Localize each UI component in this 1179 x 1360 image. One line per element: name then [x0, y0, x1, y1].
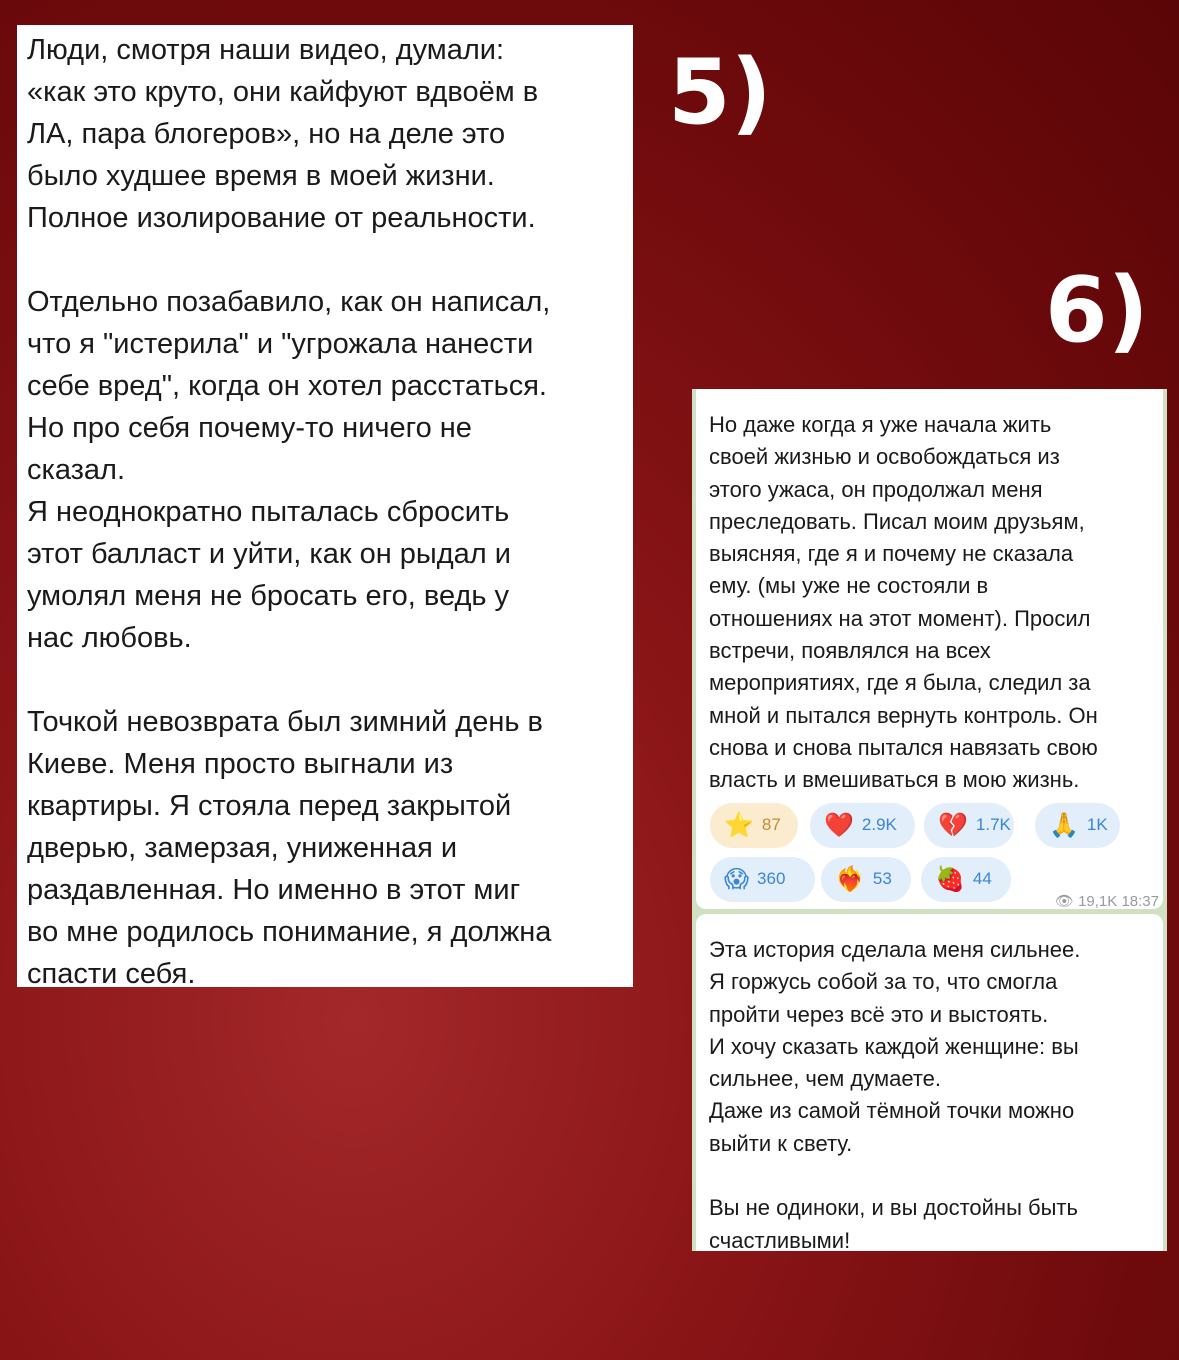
- text-line: пройти через всё это и выстоять.: [709, 1001, 1049, 1027]
- text-line: квартиры. Я стояла перед закрытой: [27, 790, 512, 822]
- text-line: мной и пытался вернуть контроль. Он: [709, 702, 1098, 728]
- text-line: отношениях на этот момент). Просил: [709, 605, 1091, 631]
- message-bubble: [696, 389, 1163, 909]
- text-line: [709, 1160, 1151, 1192]
- text-line: себе вред", когда он хотел расстаться.: [27, 370, 547, 402]
- text-line: Эта история сделала меня сильнее.: [709, 937, 1081, 962]
- text-line: Даже из самой тёмной точки можно: [709, 1098, 1075, 1124]
- reaction-emoji-icon: 💔: [938, 811, 968, 840]
- text-line: счастливыми!: [709, 1227, 851, 1253]
- text-line: Я неоднократно пыталась сбросить: [27, 496, 510, 528]
- reaction-emoji-icon: 🍓: [935, 865, 965, 894]
- message-bubble: [696, 914, 1163, 1251]
- reaction-button[interactable]: [710, 803, 798, 848]
- text-line: Но даже когда я уже начала жить: [709, 412, 1052, 437]
- text-line: было худшее время в моей жизни.: [27, 160, 495, 192]
- message-time: 18:37: [1121, 893, 1159, 910]
- text-line: умолял меня не бросать его, ведь у: [27, 580, 510, 612]
- reaction-button[interactable]: [921, 857, 1011, 902]
- text-line: власть и вмешиваться в мою жизнь.: [709, 767, 1080, 793]
- text-line: своей жизнью и освобождаться из: [709, 444, 1060, 470]
- screenshot-5-text: [17, 25, 633, 990]
- text-line: сильнее, чем думаете.: [709, 1066, 941, 1092]
- text-line: снова и снова пытался навязать свою: [709, 734, 1098, 760]
- reaction-count: 53: [872, 869, 892, 889]
- text-line: что я "истерила" и "угрожала нанести: [27, 328, 534, 360]
- text-line: выйти к свету.: [709, 1130, 853, 1156]
- text-line: сказал.: [27, 454, 126, 486]
- text-line: И хочу сказать каждой женщине: вы: [709, 1033, 1079, 1059]
- text-line: [27, 239, 623, 281]
- text-line: раздавленная. Но именно в этот миг: [27, 874, 521, 906]
- text-line: встречи, появлялся на всех: [709, 638, 991, 664]
- reaction-emoji-icon: 🙏: [1049, 811, 1079, 840]
- reaction-emoji-icon: 😱: [724, 865, 750, 894]
- text-line: Люди, смотря наши видео, думали:: [27, 34, 505, 66]
- text-line: Я горжусь собой за то, что смогла: [709, 969, 1058, 995]
- text-line: Вы не одиноки, и вы достойны быть: [709, 1195, 1078, 1221]
- text-line: Отдельно позабавило, как он написал,: [27, 286, 551, 318]
- reaction-button[interactable]: [710, 857, 815, 902]
- label-6: 6): [1045, 258, 1149, 363]
- eye-icon: 👁: [1054, 893, 1074, 910]
- text-line: [27, 659, 623, 701]
- text-line: ЛА, пара блогеров», но на деле это: [27, 118, 506, 150]
- text-line: выясняя, где я и почему не сказала: [709, 541, 1074, 567]
- text-line: ему. (мы уже не состояли в: [709, 573, 989, 599]
- text-line: преследовать. Писал моим друзьям,: [709, 508, 1085, 534]
- reaction-count: 1K: [1086, 815, 1108, 835]
- reaction-emoji-icon: ❤️: [824, 811, 854, 840]
- text-line: Киеве. Меня просто выгнали из: [27, 748, 454, 780]
- reaction-button[interactable]: [1035, 803, 1120, 848]
- reaction-emoji-icon: ⭐: [724, 811, 754, 840]
- label-5: 5): [668, 40, 772, 145]
- text-line: этот балласт и уйти, как он рыдал и: [27, 538, 511, 570]
- text-line: спасти себя.: [27, 958, 196, 990]
- text-line: дверью, замерзая, униженная и: [27, 832, 458, 864]
- reaction-button[interactable]: [821, 857, 911, 902]
- text-line: Полное изолирование от реальности.: [27, 202, 536, 234]
- text-line: мероприятиях, где я была, следил за: [709, 670, 1091, 696]
- reaction-count: 44: [972, 869, 992, 889]
- reaction-count: 2.9K: [861, 815, 897, 835]
- chat-screenshot-6: [692, 389, 1167, 1251]
- text-line: «как это круто, они кайфуют вдвоём в: [27, 76, 539, 108]
- reaction-button[interactable]: [924, 803, 1014, 848]
- reaction-emoji-icon: ❤️‍🔥: [835, 865, 865, 894]
- text-line: во мне родилось понимание, я должна: [27, 916, 552, 948]
- text-line: Но про себя почему-то ничего не: [27, 412, 472, 444]
- text-line: нас любовь.: [27, 622, 192, 654]
- reaction-count: 360: [757, 869, 786, 889]
- reaction-count: 87: [761, 815, 781, 835]
- views-count: 19,1K: [1078, 893, 1118, 910]
- text-line: этого ужаса, он продолжал меня: [709, 476, 1043, 502]
- reaction-count: 1.7K: [975, 815, 1011, 835]
- reaction-button[interactable]: [810, 803, 915, 848]
- text-line: Точкой невозврата был зимний день в: [27, 706, 543, 738]
